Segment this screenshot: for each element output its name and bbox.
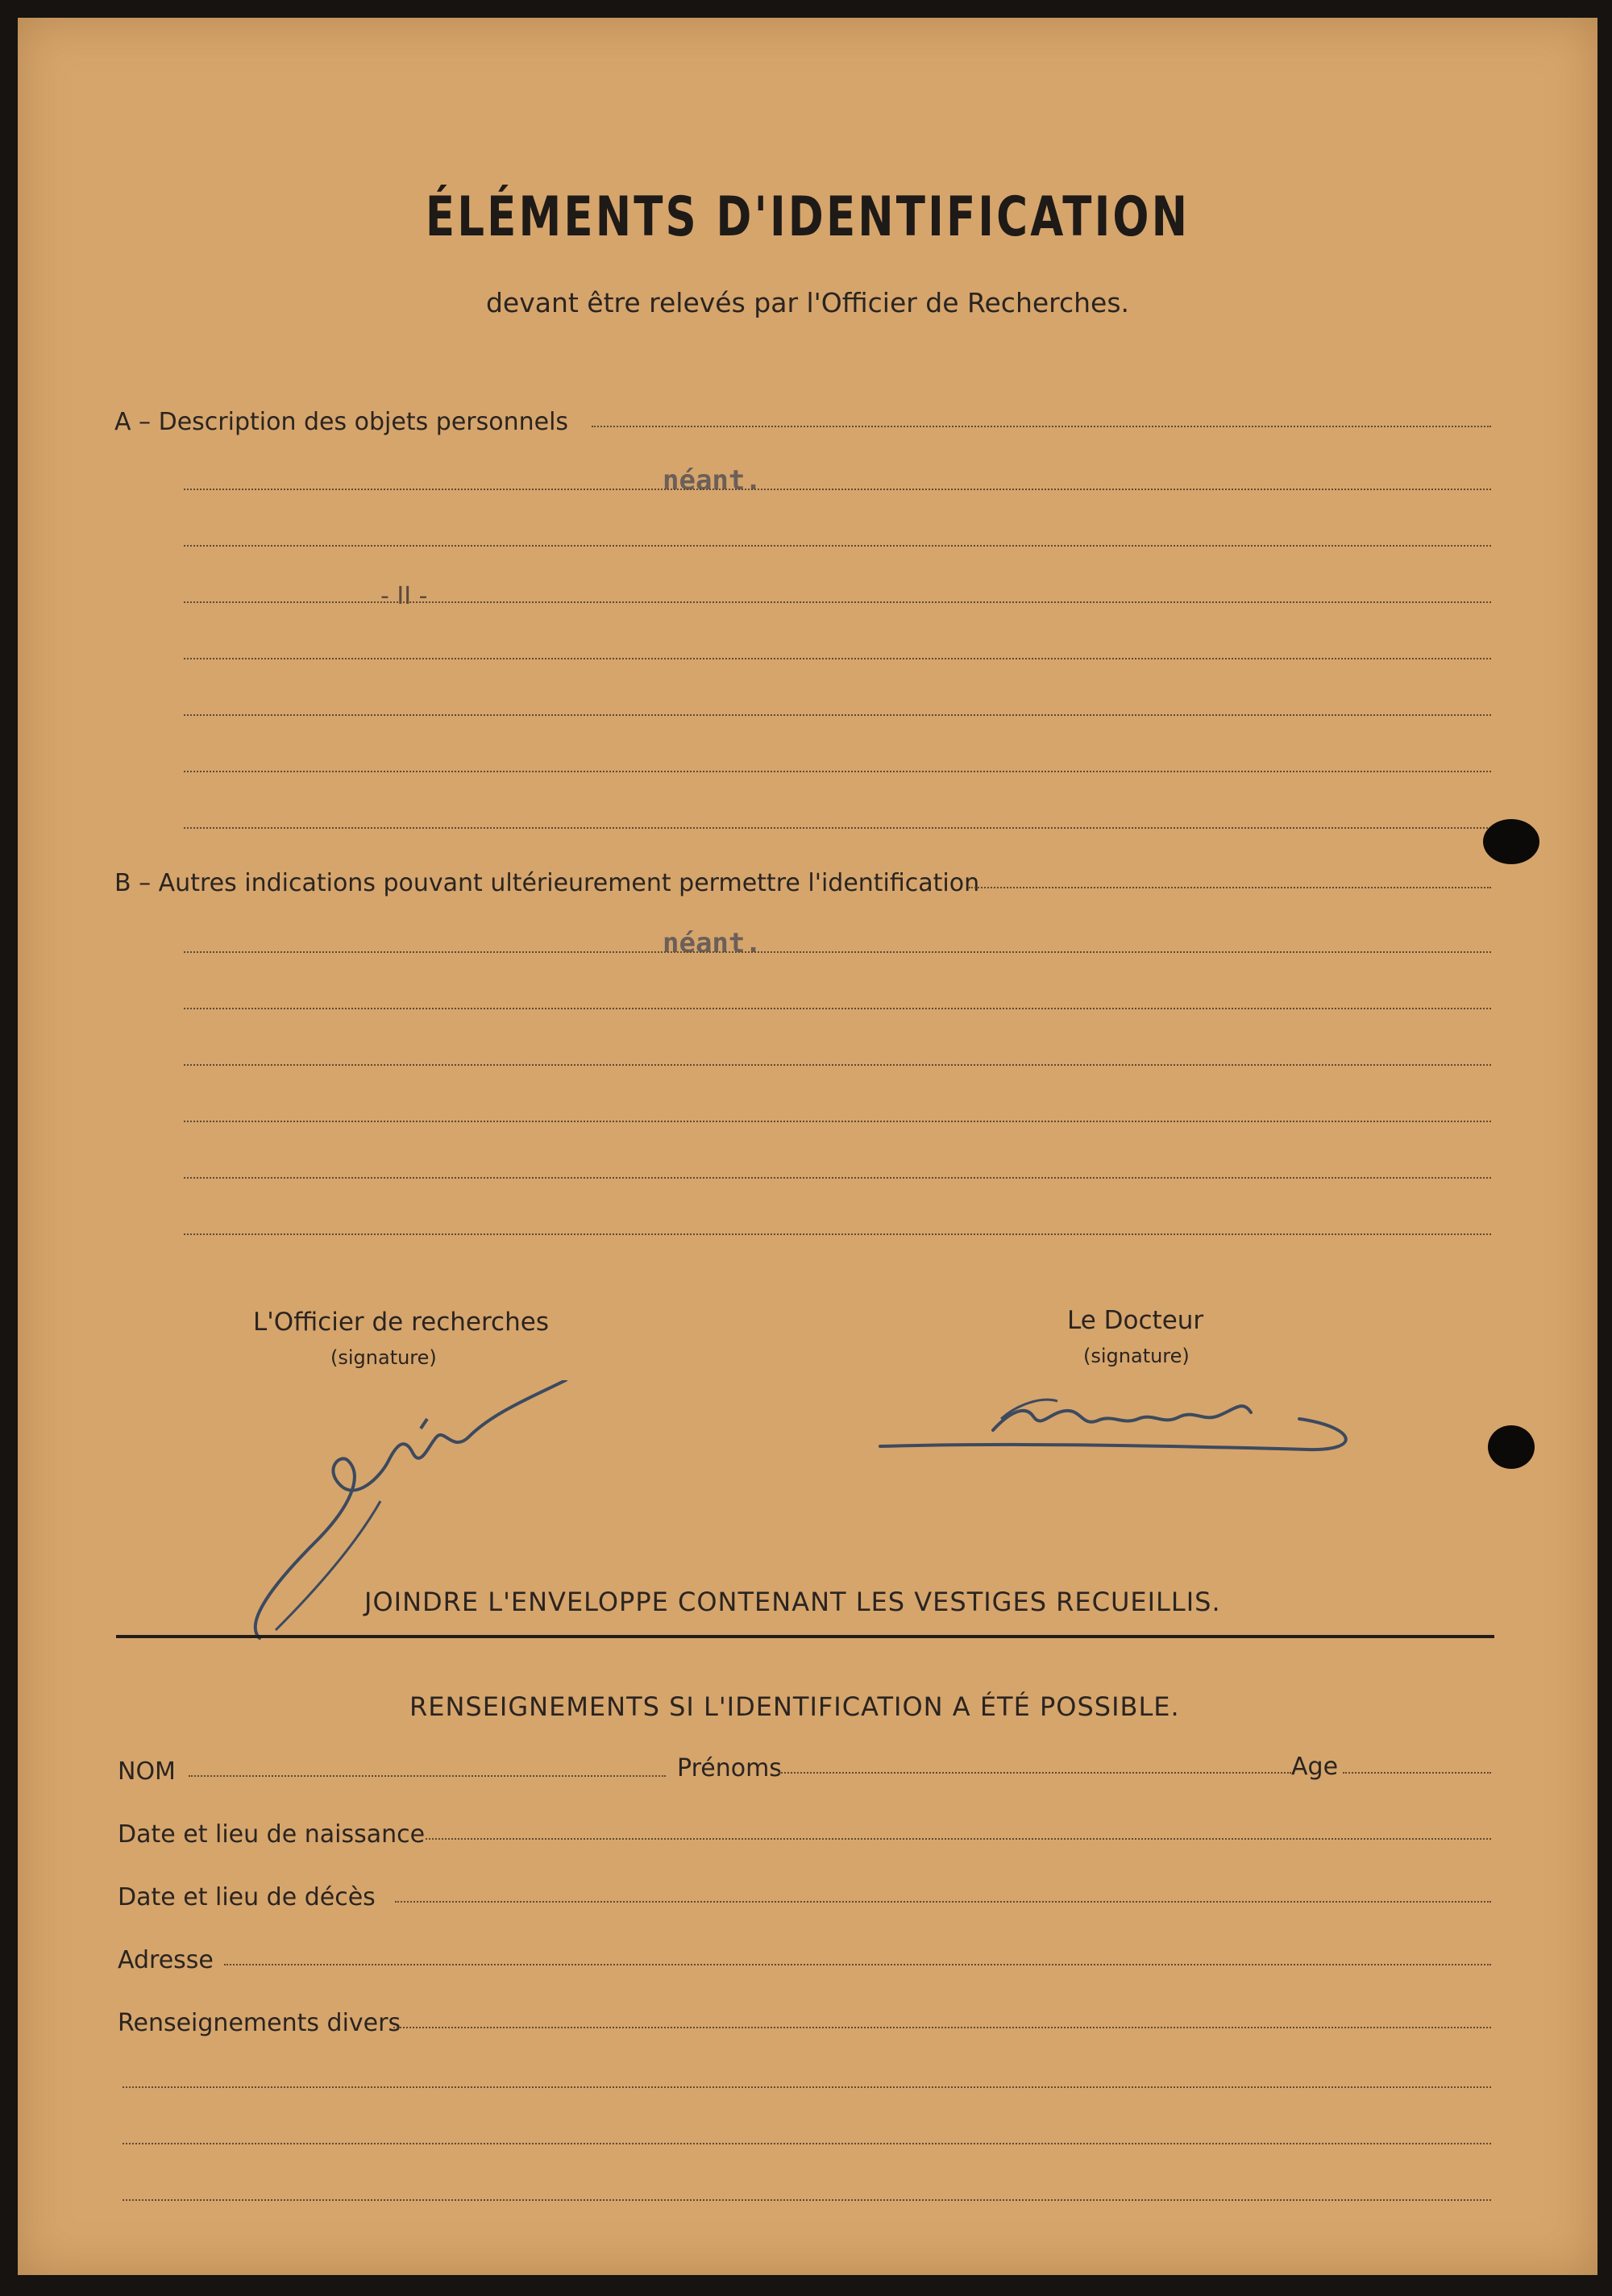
page-title: ÉLÉMENTS D'IDENTIFICATION bbox=[425, 185, 1190, 249]
section-b-line-4 bbox=[184, 1064, 1491, 1066]
section-b-typed-value: néant. bbox=[663, 927, 762, 959]
section-a-mark: - II - bbox=[380, 582, 428, 610]
section-a-typed-value: néant. bbox=[663, 464, 762, 497]
form-sheet bbox=[18, 18, 1597, 2275]
section-a-line-6 bbox=[184, 714, 1491, 716]
misc-info-field-1[interactable] bbox=[393, 2027, 1491, 2028]
birth-field[interactable] bbox=[426, 1838, 1491, 1840]
nom-label: NOM bbox=[118, 1757, 176, 1786]
section-b-line-5 bbox=[184, 1121, 1491, 1122]
address-field[interactable] bbox=[224, 1964, 1491, 1965]
doctor-signature-note: (signature) bbox=[1083, 1345, 1190, 1367]
section-a-line-7 bbox=[184, 771, 1491, 772]
section-b-label: B – Autres indications pouvant ultérieurement permettre l'identification bbox=[114, 869, 980, 897]
section-a-line-4 bbox=[184, 601, 1491, 603]
section-a-line-5 bbox=[184, 658, 1491, 659]
punch-hole-bottom bbox=[1488, 1425, 1535, 1469]
section-divider bbox=[116, 1635, 1494, 1638]
page-subtitle: devant être relevés par l'Officier de Recherches. bbox=[485, 287, 1130, 318]
section-b-line-7 bbox=[184, 1233, 1491, 1235]
punch-hole-top bbox=[1483, 819, 1539, 864]
section-a-line-8 bbox=[184, 827, 1491, 829]
misc-info-field-3[interactable] bbox=[123, 2143, 1491, 2144]
death-label: Date et lieu de décès bbox=[118, 1883, 376, 1911]
section-b-line-1 bbox=[969, 887, 1491, 888]
section-b-line-2 bbox=[184, 951, 1491, 953]
section-a-line-2 bbox=[184, 489, 1491, 490]
officer-title: L'Officier de recherches bbox=[253, 1308, 549, 1337]
misc-info-field-4[interactable] bbox=[123, 2199, 1491, 2201]
section-b-line-3 bbox=[184, 1008, 1491, 1009]
instruction-text: JOINDRE L'ENVELOPPE CONTENANT LES VESTIGES RECUEILLIS. bbox=[364, 1587, 1221, 1617]
prenoms-field[interactable] bbox=[779, 1772, 1291, 1774]
age-label: Age bbox=[1291, 1753, 1339, 1781]
death-field[interactable] bbox=[395, 1901, 1491, 1903]
section-b-line-6 bbox=[184, 1177, 1491, 1179]
birth-label: Date et lieu de naissance bbox=[118, 1820, 426, 1849]
prenoms-label: Prénoms bbox=[677, 1754, 782, 1782]
nom-field[interactable] bbox=[189, 1775, 666, 1777]
address-label: Adresse bbox=[118, 1946, 214, 1974]
age-field[interactable] bbox=[1343, 1772, 1491, 1774]
section-a-line-3 bbox=[184, 545, 1491, 547]
section-a-line-1 bbox=[592, 426, 1491, 427]
doctor-title: Le Docteur bbox=[1067, 1306, 1204, 1335]
doctor-signature bbox=[872, 1380, 1372, 1477]
officer-signature-note: (signature) bbox=[330, 1346, 437, 1369]
info-section-heading: RENSEIGNEMENTS SI L'IDENTIFICATION A ÉTÉ POSSIBLE. bbox=[409, 1691, 1180, 1722]
misc-info-field-2[interactable] bbox=[123, 2086, 1491, 2088]
misc-info-label: Renseignements divers bbox=[118, 2009, 401, 2037]
section-a-label: A – Description des objets personnels bbox=[114, 408, 569, 436]
